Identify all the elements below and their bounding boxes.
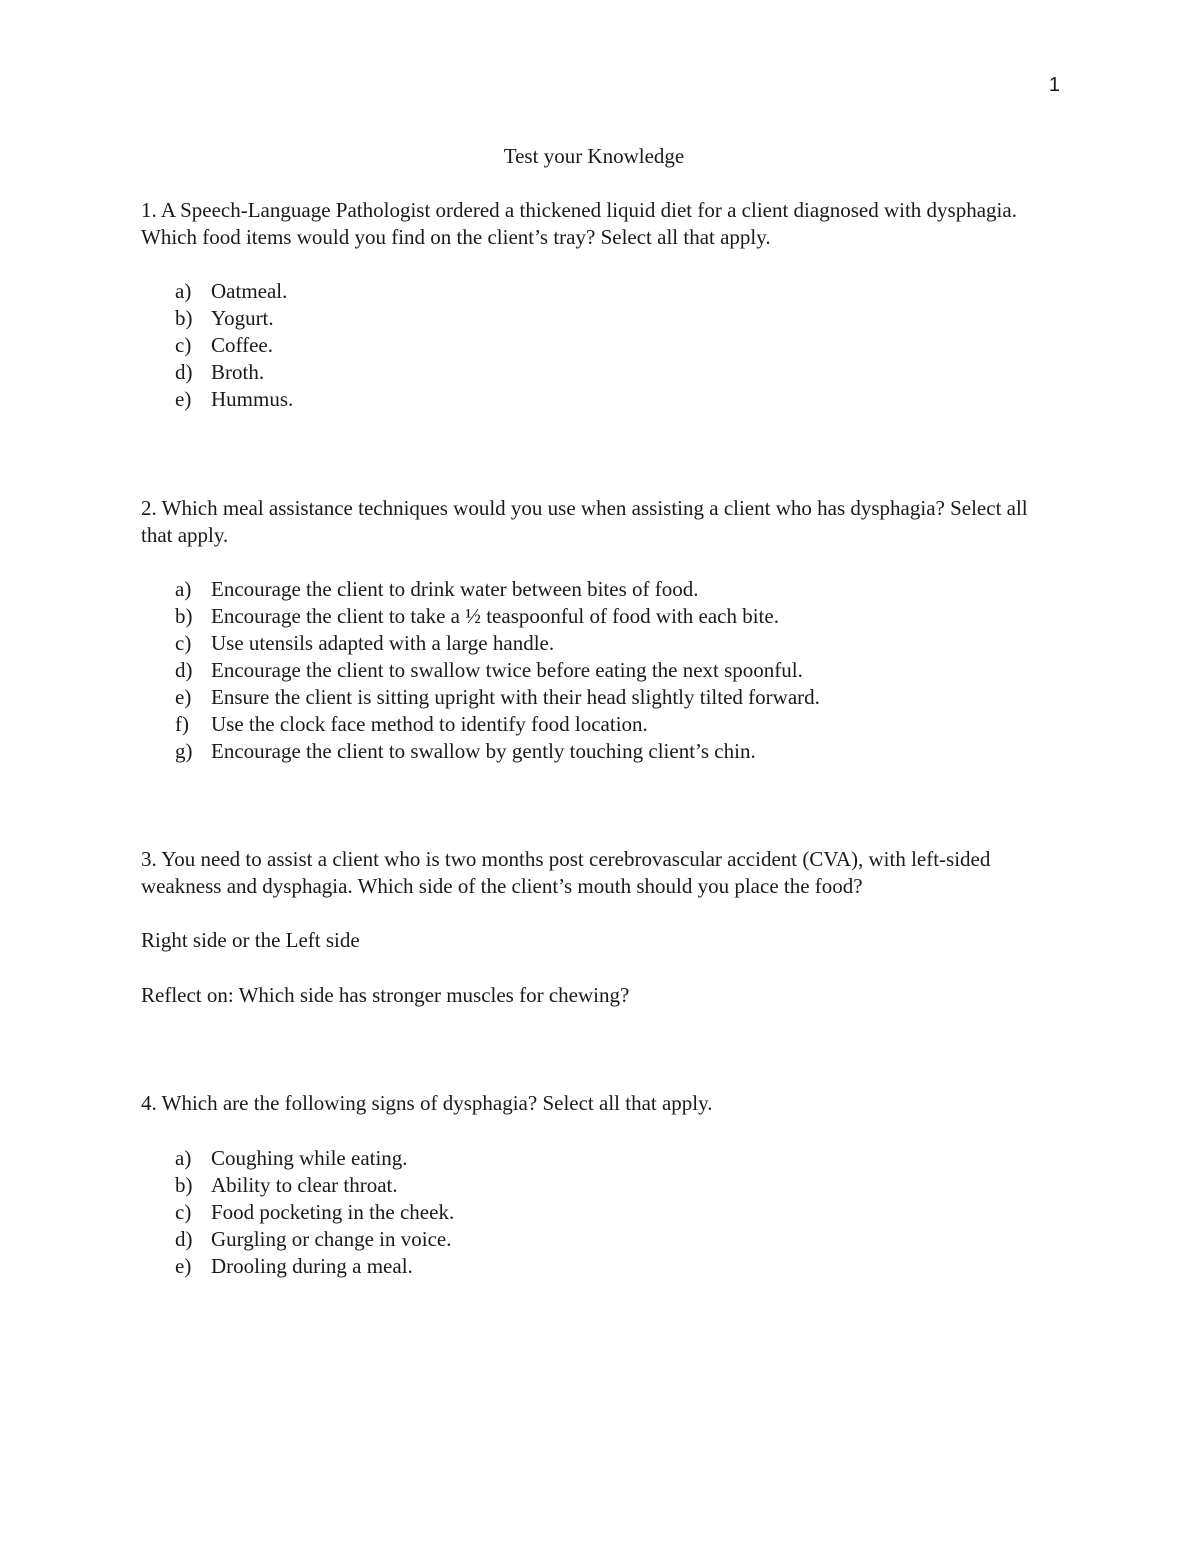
question-2 — [141, 495, 1061, 765]
option-letter: c) — [175, 333, 192, 357]
option-text: Oatmeal. — [211, 279, 288, 303]
option-text: Drooling during a meal. — [211, 1254, 413, 1278]
page-title: Test your Knowledge — [503, 144, 685, 168]
question-4-options — [141, 1145, 1061, 1280]
option-letter: c) — [175, 1200, 192, 1224]
option-letter: a) — [175, 577, 192, 601]
option-item — [141, 1253, 1061, 1280]
question-3 — [141, 846, 1061, 1009]
option-item — [141, 1145, 1061, 1172]
option-text: Coughing while eating. — [211, 1146, 408, 1170]
option-letter: d) — [175, 658, 193, 682]
option-text: Ensure the client is sitting upright with their head slightly tilted forward. — [211, 685, 820, 709]
option-text: Yogurt. — [211, 306, 274, 330]
option-item — [141, 386, 1061, 413]
option-letter: g) — [175, 739, 193, 763]
option-letter: b) — [175, 604, 193, 628]
option-text: Encourage the client to swallow by gently touching client’s chin. — [211, 739, 756, 763]
option-letter: c) — [175, 631, 192, 655]
option-item — [141, 603, 1061, 630]
option-letter: b) — [175, 1173, 193, 1197]
option-text: Use the clock face method to identify food location. — [211, 712, 648, 736]
option-item — [141, 630, 1061, 657]
question-2-text: 2. Which meal assistance techniques would you use when assisting a client who has dysphagia? Select all that apply. — [141, 496, 1028, 547]
option-text: Coffee. — [211, 333, 274, 357]
option-letter: e) — [175, 685, 192, 709]
option-item — [141, 1226, 1061, 1253]
option-text: Food pocketing in the cheek. — [211, 1200, 455, 1224]
option-letter: a) — [175, 279, 192, 303]
option-letter: f) — [175, 712, 189, 736]
option-item — [141, 711, 1061, 738]
option-letter: d) — [175, 360, 193, 384]
option-text: Use utensils adapted with a large handle. — [211, 631, 555, 655]
option-letter: e) — [175, 387, 192, 411]
option-item — [141, 738, 1061, 765]
reflect-prompt: Reflect on: Which side has stronger muscles for chewing? — [141, 983, 630, 1007]
option-item — [141, 1199, 1061, 1226]
option-item — [141, 576, 1061, 603]
option-item — [141, 305, 1061, 332]
option-text: Ability to clear throat. — [211, 1173, 398, 1197]
option-letter: a) — [175, 1146, 192, 1170]
option-item — [141, 1172, 1061, 1199]
option-text: Encourage the client to take a ½ teaspoonful of food with each bite. — [211, 604, 779, 628]
option-item — [141, 684, 1061, 711]
option-item — [141, 359, 1061, 386]
option-item — [141, 332, 1061, 359]
option-text: Encourage the client to drink water between bites of food. — [211, 577, 699, 601]
option-item — [141, 278, 1061, 305]
option-letter: b) — [175, 306, 193, 330]
option-text: Encourage the client to swallow twice before eating the next spoonful. — [211, 658, 803, 682]
option-letter: e) — [175, 1254, 192, 1278]
question-4 — [141, 1090, 1061, 1280]
answer-choice-line: Right side or the Left side — [141, 928, 360, 952]
question-1-options — [141, 278, 1061, 413]
question-1-text: 1. A Speech-Language Pathologist ordered a thickened liquid diet for a client diagnosed with dysphagia. Which food items would you find on the client’s tray? Select all that apply. — [141, 198, 1017, 249]
page-number: 1 — [1048, 74, 1060, 96]
option-item — [141, 657, 1061, 684]
option-text: Hummus. — [211, 387, 294, 411]
question-3-text: 3. You need to assist a client who is two months post cerebrovascular accident (CVA), with left-sided weakness and dysphagia. Which side of the client’s mouth should you place the food? — [141, 847, 991, 898]
option-letter: d) — [175, 1227, 193, 1251]
option-text: Broth. — [211, 360, 265, 384]
question-4-text: 4. Which are the following signs of dysphagia? Select all that apply. — [141, 1091, 713, 1115]
question-1 — [141, 197, 1061, 413]
option-text: Gurgling or change in voice. — [211, 1227, 452, 1251]
question-2-options — [141, 576, 1061, 765]
